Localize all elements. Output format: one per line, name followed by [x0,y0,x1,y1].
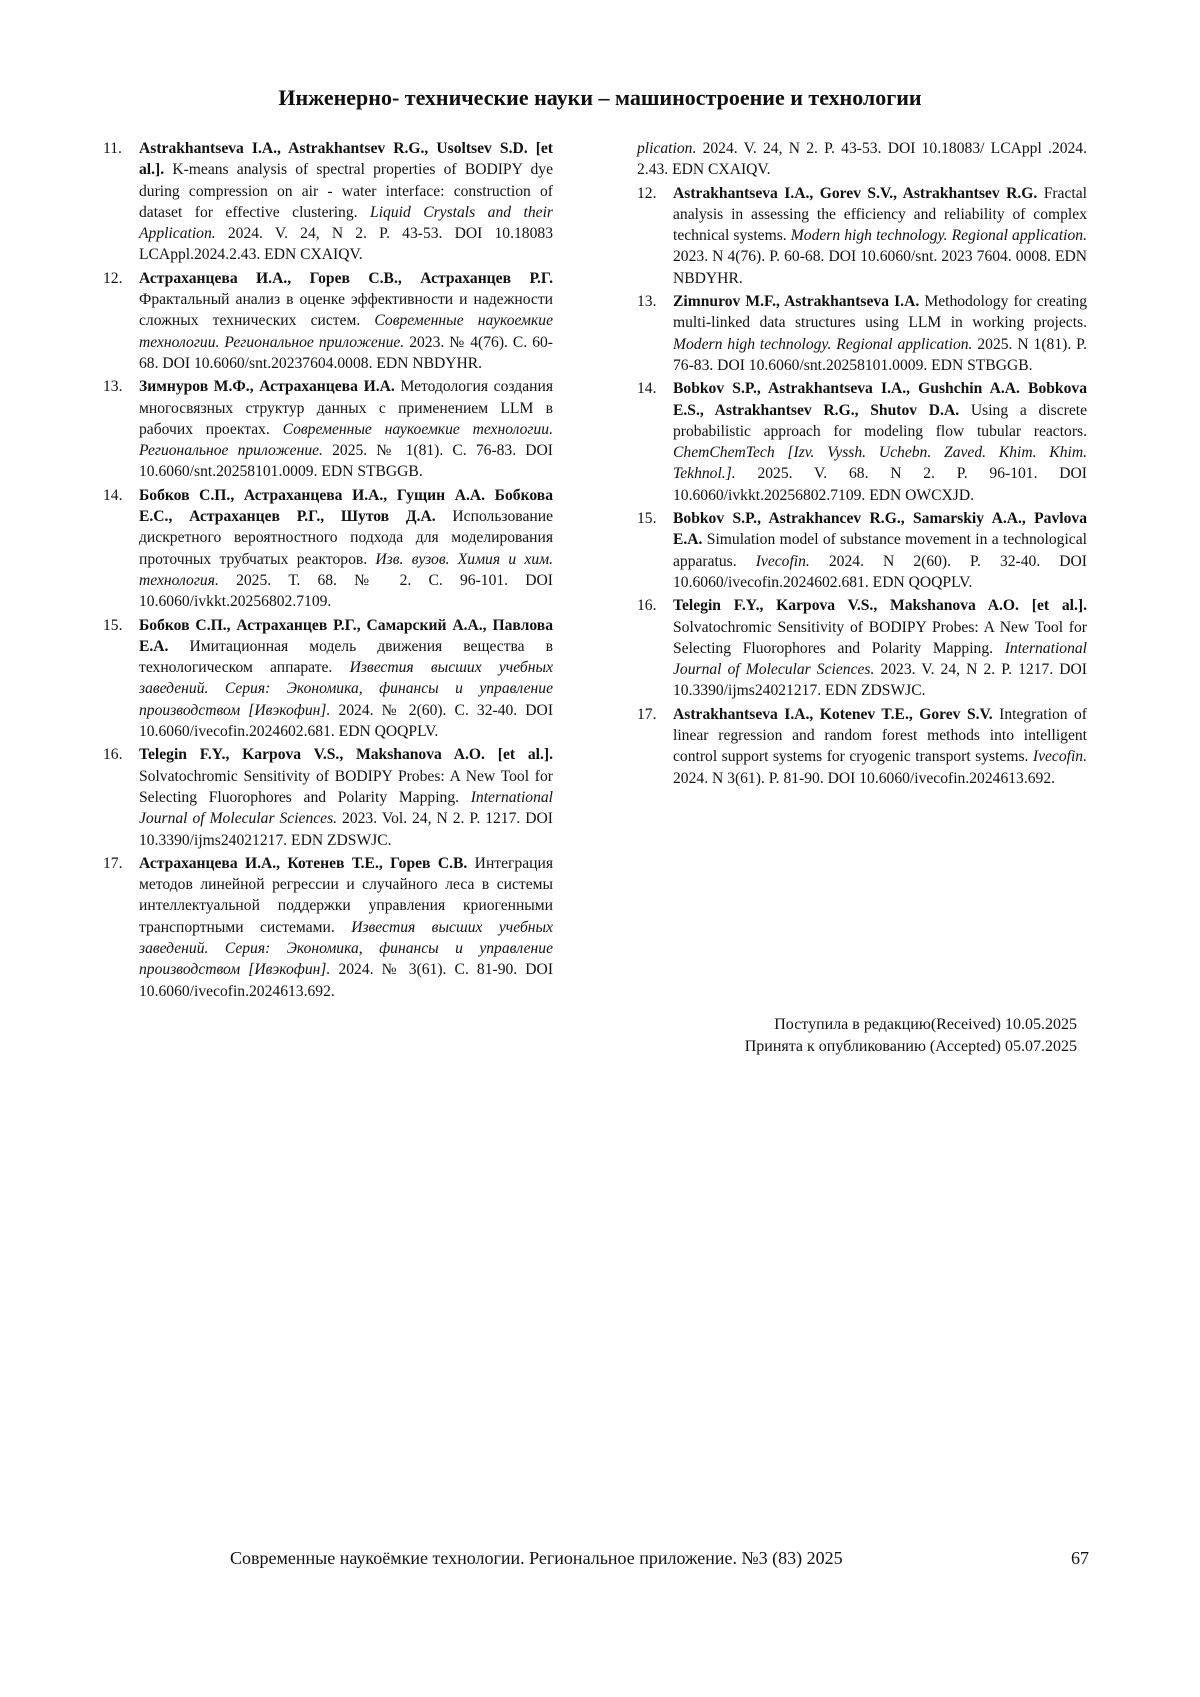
reference-details: 2025. Т. 68. № 2. С. 96-101. DOI 10.6060/ivkkt.20256802.7109. [139,571,553,611]
references-right-column [637,138,1087,791]
reference-authors: Astrakhantseva I.A., Astrakhantsev R.G., Usoltsev S.D. [et al.]. [139,140,553,179]
reference-authors: Астраханцева И.А., Горев С.В., Астраханцев Р.Г. [139,269,553,287]
reference-source: Изв. вузов. Химия и хим. технология. [139,550,553,589]
reference-details: 2024. № 3(61). С. 81-90. DOI 10.6060/ivecofin.2024613.692. [139,961,554,1000]
reference-item [103,138,553,266]
reference-title: Интеграция методов линейной регрессии и случайного леса в системы интеллектуальной поддержки управления криогенными транспортными системами. [139,854,553,936]
reference-number: 12. [637,184,657,202]
reference-item [103,268,553,374]
reference-title: Integration of linear regression and random forest methods into intelligent control support systems for cryogenic transport systems. [673,705,1088,766]
reference-details: 2024. V. 24, N 2. P. 43-53. DOI 10.18083/ LCAppl .2024. 2.43. EDN CXAIQV. [637,140,1087,179]
reference-details: 2024. № 2(60). С. 32-40. DOI 10.6060/ivecofin.2024602.681. EDN QOQPLV. [139,701,554,741]
submission-dates [745,1014,1077,1058]
reference-title: Using a discrete probabilistic approach for modeling flow tubular reactors. [673,401,1088,440]
reference-text [673,291,1087,376]
reference-source: ChemChemTech [Izv. Vyssh. Uchebn. Zaved. Khim. Khim. Tekhnol.]. [673,444,1087,483]
reference-item [637,378,1087,506]
reference-text [673,704,1087,789]
reference-details: 2024. V. 24, N 2. P. 43-53. DOI 10.18083 LCAppl.2024.2.43. EDN CXAIQV. [139,225,553,264]
reference-authors: Astrakhantseva I.A., Kotenev T.E., Gorev S.V. [673,705,993,723]
accepted-date: Принята к опубликованию (Accepted) 05.07.2025 [744,1038,1077,1055]
reference-source: plication. [637,140,697,157]
reference-number: 16. [103,746,123,764]
reference-number: 14. [637,380,657,398]
reference-item [637,704,1087,789]
reference-source: Liquid Crystals and their Application. [139,203,553,243]
reference-item [103,485,553,613]
reference-details: 2025. N 1(81). P. 76-83. DOI 10.6060/snt.20258101.0009. EDN STBGGB. [673,335,1087,374]
reference-authors: Astrakhantseva I.A., Gorev S.V., Astrakhantsev R.G. [673,184,1038,202]
reference-number: 15. [637,510,657,528]
reference-details: 2023. Vol. 24, N 2. P. 1217. DOI 10.3390/ijms24021217. EDN ZDSWJC. [139,810,553,849]
reference-text [139,615,553,743]
reference-details: 2025. № 1(81). С. 76-83. DOI 10.6060/snt.20258101.0009. EDN STBGGB. [139,442,553,481]
reference-text [139,376,553,482]
reference-item [103,853,553,1002]
reference-details: 2025. V. 68. N 2. P. 96-101. DOI 10.6060/ivkkt.20256802.7109. EDN OWCXJD. [673,465,1087,504]
reference-authors: Bobkov S.P., Astrakhancev R.G., Samarskiy A.A., Pavlova E.A. [673,510,1087,549]
received-date: Поступила в редакцию(Received) 10.05.2025 [774,1016,1077,1033]
reference-details: 2023. N 4(76). P. 60-68. DOI 10.6060/snt. 2023 7604. 0008. EDN NBDYHR. [673,248,1087,287]
reference-item [103,615,553,743]
reference-title: Methodology for creating multi-linked data structures using LLM in working projects. [673,293,1087,332]
section-title: Инженерно- технические науки – машиностроение и технологии [278,85,922,110]
reference-authors: Астраханцева И.А., Котенев Т.Е., Горев С.В. [139,854,468,872]
reference-continuation [637,138,1087,181]
reference-title: Fractal analysis in assessing the efficiency and reliability of complex technical systems. [673,184,1087,245]
page-number: 67 [1071,1548,1089,1568]
reference-details: 2024. N 2(60). P. 32-40. DOI 10.6060/ivecofin.2024602.681. EDN QOQPLV. [673,552,1088,591]
reference-authors: Бобков С.П., Астраханцева И.А., Гущин А.А. Бобкова Е.С., Астраханцев Р.Г., Шутов Д.А. [139,486,553,526]
reference-source: Известия высших учебных заведений. Серия: Экономика, финансы и управление производством [Ивэкофин]. [139,918,554,979]
reference-number: 13. [637,293,657,311]
reference-authors: Бобков С.П., Астраханцев Р.Г., Самарский А.А., Павлова Е.А. [139,616,553,655]
reference-item [637,291,1087,376]
reference-details: 2023. № 4(76). С. 60-68. DOI 10.6060/snt.20237604.0008. EDN NBDYHR. [139,333,553,372]
reference-number: 17. [103,854,123,872]
reference-title: Simulation model of substance movement in a technological apparatus. [673,531,1087,570]
reference-source: Современные наукоемкие технологии. Региональное приложение. [139,312,553,351]
references-left-column [103,138,553,1004]
reference-source: Современные наукоемкие технологии. Региональное приложение. [139,420,553,460]
reference-title: Имитационная модель движения вещества в технологическом аппарате. [139,637,553,677]
reference-title: Фрактальный анализ в оценке эффективности и надежности сложных технических систем. [139,291,553,330]
reference-number: 13. [103,378,123,396]
reference-details: 2023. V. 24, N 2. P. 1217. DOI 10.3390/ijms24021217. EDN ZDSWJC. [673,661,1087,700]
reference-item [637,183,1087,289]
reference-source: International Journal of Molecular Sciences. [673,639,1087,679]
reference-source: Modern high technology. Regional application. [673,335,973,353]
reference-number: 15. [103,616,123,634]
reference-item [637,508,1087,593]
reference-title: K-means analysis of spectral properties of BODIPY dye during compression on air - water interface: construction of dataset for effective clustering. [139,161,553,221]
reference-authors: Bobkov S.P., Astrakhantseva I.A., Gushchin A.A. Bobkova E.S., Astrakhantsev R.G., Shutov D.A. [673,380,1087,419]
reference-text [139,485,553,613]
reference-text [139,853,553,1002]
journal-name: Современные наукоёмкие технологии. Региональное приложение. №3 (83) 2025 [230,1548,843,1568]
reference-title: Методология создания многосвязных структур данных с применением LLM в рабочих проектах. [139,378,553,438]
reference-text [673,378,1087,506]
reference-number: 14. [103,486,123,504]
reference-number: 12. [103,269,123,287]
reference-source: Ivecofin. [755,552,810,570]
reference-number: 17. [637,705,657,723]
reference-text [673,508,1087,593]
reference-text [673,183,1087,289]
reference-authors: Telegin F.Y., Karpova V.S., Makshanova A.O. [et al.]. [139,746,553,764]
reference-item [103,376,553,482]
reference-item [637,595,1087,701]
page-header [0,85,1200,111]
reference-text [139,744,553,850]
reference-source: Ivecofin. [1032,748,1087,766]
reference-text [139,138,553,266]
reference-item [103,744,553,850]
reference-source: Известия высших учебных заведений. Серия: Экономика, финансы и управление производством [Ивэкофин]. [139,659,553,719]
reference-title: Solvatochromic Sensitivity of BODIPY Probes: A New Tool for Selecting Fluorophores and Polarity Mapping. [673,618,1087,657]
reference-text [673,595,1087,701]
reference-title: Использование дискретного вероятностного подхода для моделирования проточных трубчатых реакторов. [139,508,553,568]
reference-number: 11. [103,140,122,157]
reference-number: 16. [637,597,657,615]
reference-text [139,268,553,374]
reference-authors: Зимнуров М.Ф., Астраханцева И.А. [139,378,395,396]
reference-source: Modern high technology. Regional application. [790,227,1087,245]
reference-title: Solvatochromic Sensitivity of BODIPY Probes: A New Tool for Selecting Fluorophores and Polarity Mapping. [139,767,553,806]
reference-source: International Journal of Molecular Sciences. [139,788,553,828]
reference-authors: Telegin F.Y., Karpova V.S., Makshanova A.O. [et al.]. [673,597,1087,615]
reference-authors: Zimnurov M.F., Astrakhantseva I.A. [673,293,920,311]
reference-details: 2024. N 3(61). P. 81-90. DOI 10.6060/ivecofin.2024613.692. [673,769,1056,787]
